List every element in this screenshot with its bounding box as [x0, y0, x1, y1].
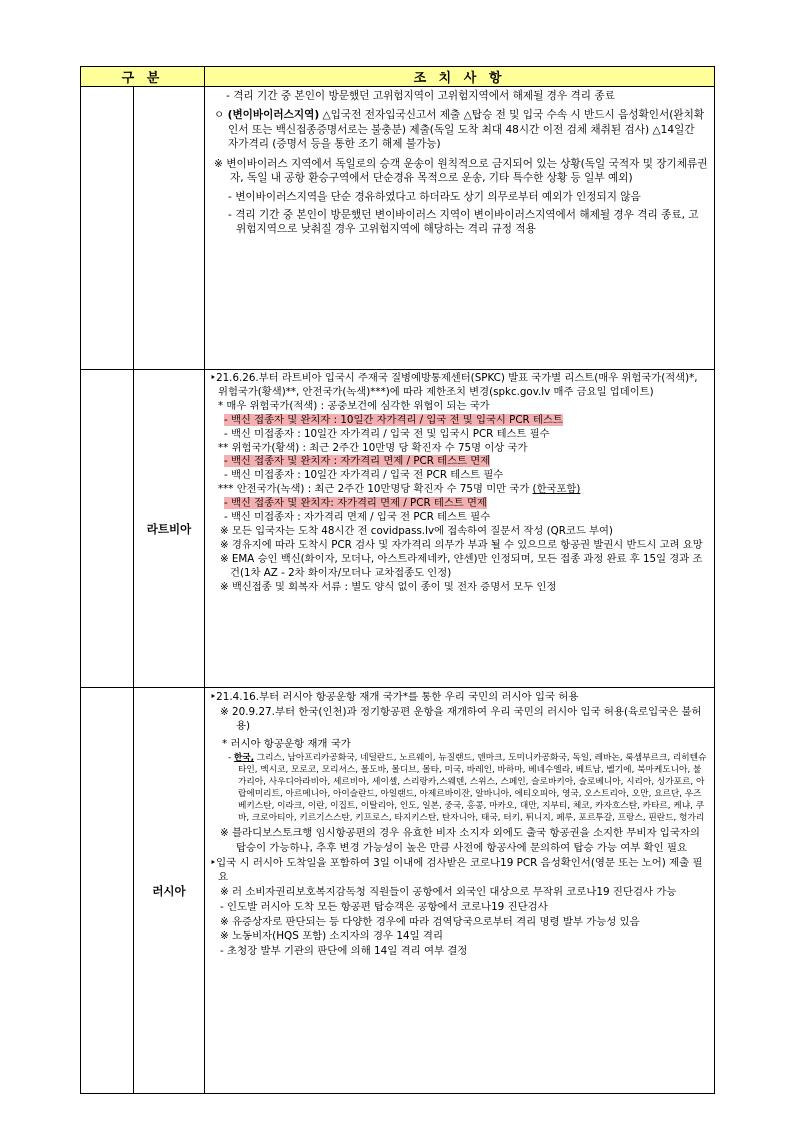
latvia-yellow-definition: ** 위험국가(황색) : 최근 2주간 10만명 당 확진자 수 75명 이상 국가 — [218, 441, 528, 454]
table-header-row — [81, 67, 715, 87]
russia-india-flight-note: - 인도발 러시아 도착 모든 항공편 탑승객은 공항에서 코로나19 진단검사 — [220, 900, 548, 913]
russia-work-visa-note: ※ 노동비자(HQS 포함) 소지자의 경우 14일 격리 — [220, 930, 443, 943]
region-cell-empty — [81, 370, 134, 688]
russia-random-test-note: ※ 러 소비자권리보호복지감독청 직원들이 공항에서 외국인 대상으로 무작위 코로나19 진단검사 가능 — [220, 886, 677, 899]
table-row-russia — [81, 688, 715, 1094]
russia-vladivostok-note: ※ 블라디보스토크행 임시항공편의 경우 유효한 비자 소지자 외에도 출국 항공권을 소지한 무비자 입국자의 탑승이 가능하나, 추후 변경 가능성이 높은 만큼 사전에 항공사에 문의하여 탑승 가능 여부 확인 필요 — [220, 827, 700, 855]
highlight: - 백신 접종자 및 완치자: 자가격리 면제 / PCR 테스트 면제 — [224, 497, 487, 510]
table-row-latvia — [81, 370, 715, 688]
russia-entry-intro: ‣21.4.16.부터 러시아 항공운항 재개 국가*를 통한 우리 국민의 러시아 입국 허용 — [210, 691, 579, 703]
highlight: - 백신 접종자 및 완치자 : 10일간 자가격리 / 입국 전 및 입국시 PCR 테스트 — [224, 413, 563, 426]
russia-invitation-note: - 초청장 발부 기관의 판단에 의해 14일 격리 여부 결정 — [220, 945, 468, 957]
latvia-yellow-unvaccinated: - 백신 미접종자 : 10일간 자가격리 / 입국 전 PCR 테스트 필수 — [224, 469, 504, 482]
latvia-ema-vaccine-note: ※ EMA 승인 백신(화이자, 모더나, 아스트라제네카, 얀센)만 인정되며, 모든 접종 과정 완료 후 15일 경과 조건(1차 AZ - 2차 화이자/모더나 교차접종도 인정) — [220, 552, 703, 579]
document-page — [80, 66, 714, 1094]
latvia-green-definition — [210, 483, 708, 497]
korea-included-note: (한국포함) — [532, 483, 581, 496]
latvia-documents-note: ※ 백신접종 및 회복자 서류 : 별도 양식 없이 종이 및 전자 증명서 모두 인정 — [220, 580, 557, 593]
highlight: - 백신 접종자 및 완치자 : 자가격리 면제 / PCR 테스트 면제 — [224, 455, 491, 468]
latvia-red-unvaccinated: - 백신 미접종자 : 10일간 자가격리 / 입국 전 및 입국시 PCR 테스트 필수 — [224, 427, 550, 440]
russia-quarantine-order-note: ※ 유증상자로 판단되는 등 다양한 경우에 따라 검역당국으로부터 격리 명령 발부 가능성 있음 — [220, 915, 640, 928]
germany-transit-note: - 변이바이러스지역을 단순 경유하였다고 하더라도 상기 의무로부터 예외가 인정되지 않음 — [228, 190, 641, 203]
latvia-covidpass-note: ※ 모든 입국자는 도착 48시간 전 covidpass.lv에 접속하여 질문서 작성 (QR코드 부여) — [220, 524, 613, 537]
germany-transport-ban-note: ※ 변이바이러스 지역에서 독일로의 승객 운송이 원칙적으로 금지되어 있는 상황(독일 국적자 및 장기체류권자, 독일 내 공항 환승구역에서 단순경유 목적으로 운송, 기타 특수한 상황 등 일부 예외) — [214, 158, 708, 185]
latvia-list-intro: ‣21.6.26.부터 라트비아 입국시 주재국 질병예방통제센터(SPKC) 발표 국가별 리스트(매우 위험국가(적색)*, 위험국가(황색)**, 안전국가(녹색)***)에 따라 제한조치 변경(spkc.gov.lv 매주 금요일 업데이트) — [210, 372, 698, 398]
measures-cell-latvia — [205, 370, 715, 688]
russia-countries-heading: * 러시아 항공운항 재개 국가 — [222, 738, 351, 751]
russia-flight-resume-note: ※ 20.9.27.부터 한국(인천)과 정기항공편 운항을 재개하여 우리 국민의 러시아 입국 허용(육로입국은 불허용) — [220, 705, 702, 733]
germany-variant-rule — [210, 108, 708, 151]
latvia-transit-note: ※ 경유지에 따라 도착시 PCR 검사 및 자가격리 의무가 부과 될 수 있으므로 항공권 발권시 반드시 고려 요망 — [220, 538, 703, 551]
country-list-text: 그리스, 남아프리카공화국, 네덜란드, 노르웨이, 뉴질랜드, 덴마크, 도미니카공화국, 독일, 레바논, 룩셈부르크, 리히텐슈타인, 멕시코, 모로코, 모리셔스, 몰도바, 몰디브, 몰타, 미국, 바레인, 바하마, 베네수엘라, 베트남, 벨기에, 북마케도니아, 불가리아, 사우디아라비아, 세르비아, 세이셸, 스리랑카,스웨덴, 스위스, 스페인, 슬로바키아, 슬로베니아, 시리아, 싱가포르, 아랍에미리트, 아르메니아, 아이슬란드, 아일랜드, 아제르바이잔, 알바니아, 에티오피아, 영국, 오스트리아, 오만, 요르단, 우즈베키스탄, 이라크, 이란, 이집트, 이탈리아, 인도, 일본, 중국, 홍콩, 마카오, 대만, 지부티, 체코, 카자흐스탄, 카타르, 케냐, 쿠바, 크로아티아, 키르기스스탄, 키프로스, 타지키스탄, 탄자니아, 태국, 터키, 튀니지, 페루, 포르투갈, 프랑스, 핀란드, 헝가리 — [238, 752, 707, 824]
germany-release-note: - 격리 기간 중 본인이 방문했던 고위험지역이 고위험지역에서 해제될 경우 격리 종료 — [226, 90, 615, 102]
russia-country-list — [210, 752, 708, 825]
variant-region-label: (변이바이러스지역) — [227, 109, 320, 122]
latvia-green-unvaccinated: - 백신 미접종자 : 자가격리 면제 / 입국 전 PCR 테스트 필수 — [224, 511, 491, 524]
measures-cell-russia — [205, 688, 715, 1094]
latvia-yellow-vaccinated — [210, 455, 708, 469]
country-cell-empty — [134, 87, 205, 370]
latvia-red-definition: * 매우 위험국가(적색) : 공중보건에 심각한 위협이 되는 국가 — [218, 399, 490, 412]
measures-table — [80, 66, 715, 1094]
circle-bullet: ㅇ — [214, 109, 228, 122]
country-name-latvia: 라트비아 — [134, 370, 205, 688]
country-name-russia: 러시아 — [134, 688, 205, 1094]
variant-rule-text: △입국전 전자입국신고서 제출 △탑승 전 및 입국 수속 시 반드시 음성확인서(완치확인서 또는 백신접종증명서로는 불충분) 제출(독일 도착 최대 48시간 이전 검체 채취된 검사) △14일간 자가격리 (증명서 등을 통한 조기 해제 불가능) — [228, 109, 705, 150]
table-row-germany-continued — [81, 87, 715, 370]
germany-downgrade-note: - 격리 기간 중 본인이 방문했던 변이바이러스 지역이 변이바이러스지역에서 해제될 경우 격리 종료, 고위험지역으로 낮춰질 경우 고위험지역에 해당하는 격리 규정 적용 — [228, 209, 699, 236]
measures-cell-germany — [205, 87, 715, 370]
list-dash: - — [228, 752, 234, 763]
latvia-red-vaccinated — [210, 414, 708, 428]
korea-underlined: 한국, — [233, 752, 254, 763]
green-definition-text: *** 안전국가(녹색) : 최근 2주간 10만명당 확진자 수 75명 미만 국가 — [218, 483, 533, 496]
latvia-green-vaccinated — [210, 497, 708, 511]
header-measures: 조 치 사 항 — [205, 67, 715, 87]
russia-pcr-requirement: ‣입국 시 러시아 도착일을 포함하여 3일 이내에 검사받은 코로나19 PCR 음성확인서(영문 또는 노어) 제출 필요 — [210, 856, 703, 884]
region-cell-empty — [81, 87, 134, 370]
region-cell-empty — [81, 688, 134, 1094]
header-category: 구 분 — [81, 67, 205, 87]
